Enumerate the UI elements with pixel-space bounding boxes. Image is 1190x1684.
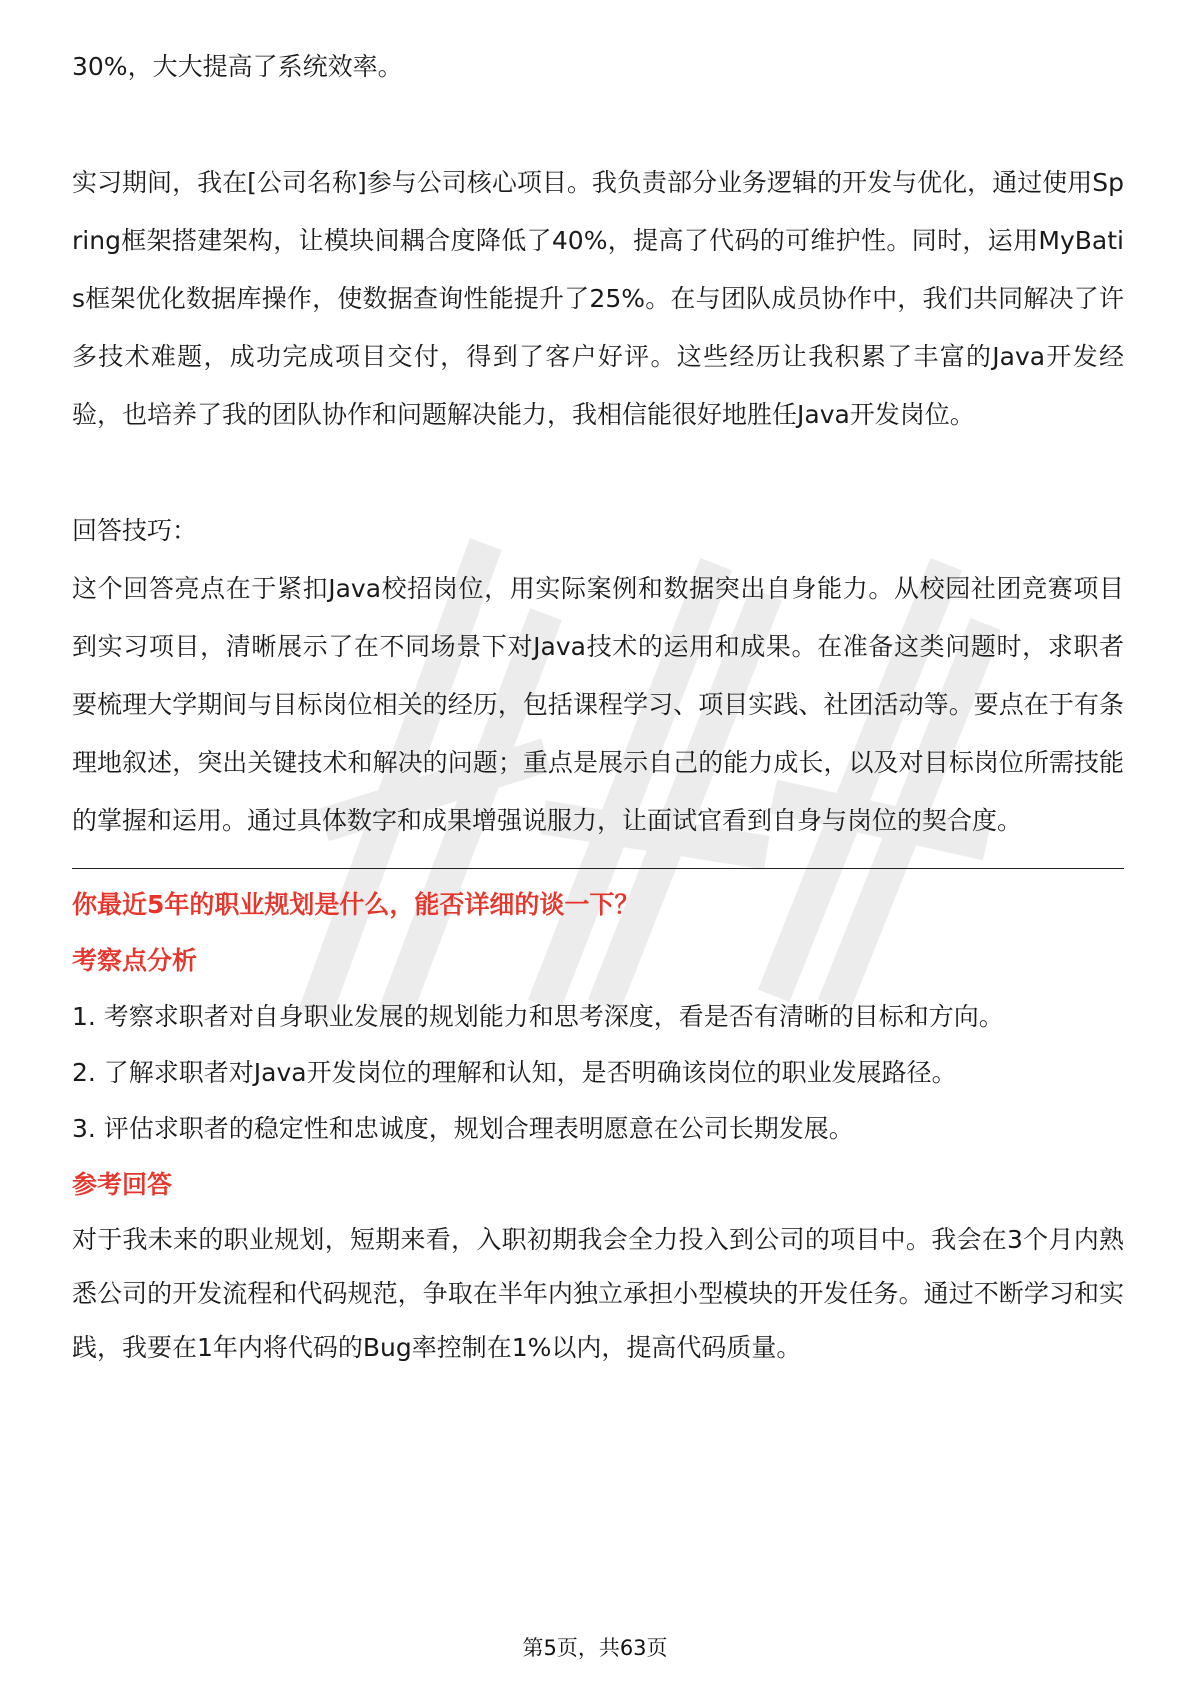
analysis-item: 1. 考察求职者对自身职业发展的规划能力和思考深度，看是否有清晰的目标和方向。	[72, 1002, 1004, 1031]
question-title: 你最近5年的职业规划是什么，能否详细的谈一下？	[72, 890, 640, 919]
tips-label: 回答技巧：	[72, 516, 198, 545]
continued-paragraph: 30%，大大提高了系统效率。	[72, 52, 403, 81]
section-divider	[72, 868, 1124, 869]
internship-paragraph: 实习期间，我在[公司名称]参与公司核心项目。我负责部分业务逻辑的开发与优化，通过使用Spring框架搭建架构，让模块间耦合度降低了40%，提高了代码的可维护性。同时，运用MyBatis框架优化数据库操作，使数据查询性能提升了25%。在与团队成员协作中，我们共同解决了许多技术难题，成功完成项目交付，得到了客户好评。这些经历让我积累了丰富的Java开发经验，也培养了我的团队协作和问题解决能力，我相信能很好地胜任Java开发岗位。	[72, 168, 1124, 429]
analysis-item: 3. 评估求职者的稳定性和忠诚度，规划合理表明愿意在公司长期发展。	[72, 1114, 854, 1143]
answer-paragraph: 对于我未来的职业规划，短期来看，入职初期我会全力投入到公司的项目中。我会在3个月内熟悉公司的开发流程和代码规范，争取在半年内独立承担小型模块的开发任务。通过不断学习和实践，我要在1年内将代码的Bug率控制在1%以内，提高代码质量。	[72, 1225, 1124, 1362]
tips-paragraph: 这个回答亮点在于紧扣Java校招岗位，用实际案例和数据突出自身能力。从校园社团竞赛项目到实习项目，清晰展示了在不同场景下对Java技术的运用和成果。在准备这类问题时，求职者要梳理大学期间与目标岗位相关的经历，包括课程学习、项目实践、社团活动等。要点在于有条理地叙述，突出关键技术和解决的问题；重点是展示自己的能力成长，以及对目标岗位所需技能的掌握和运用。通过具体数字和成果增强说服力，让面试官看到自身与岗位的契合度。	[72, 574, 1124, 835]
answer-heading: 参考回答	[72, 1170, 173, 1199]
page-number: 第5页，共63页	[522, 1636, 668, 1660]
analysis-item: 2. 了解求职者对Java开发岗位的理解和认知，是否明确该岗位的职业发展路径。	[72, 1058, 957, 1087]
document-page	[72, 38, 1124, 1375]
analysis-heading: 考察点分析	[72, 946, 198, 975]
